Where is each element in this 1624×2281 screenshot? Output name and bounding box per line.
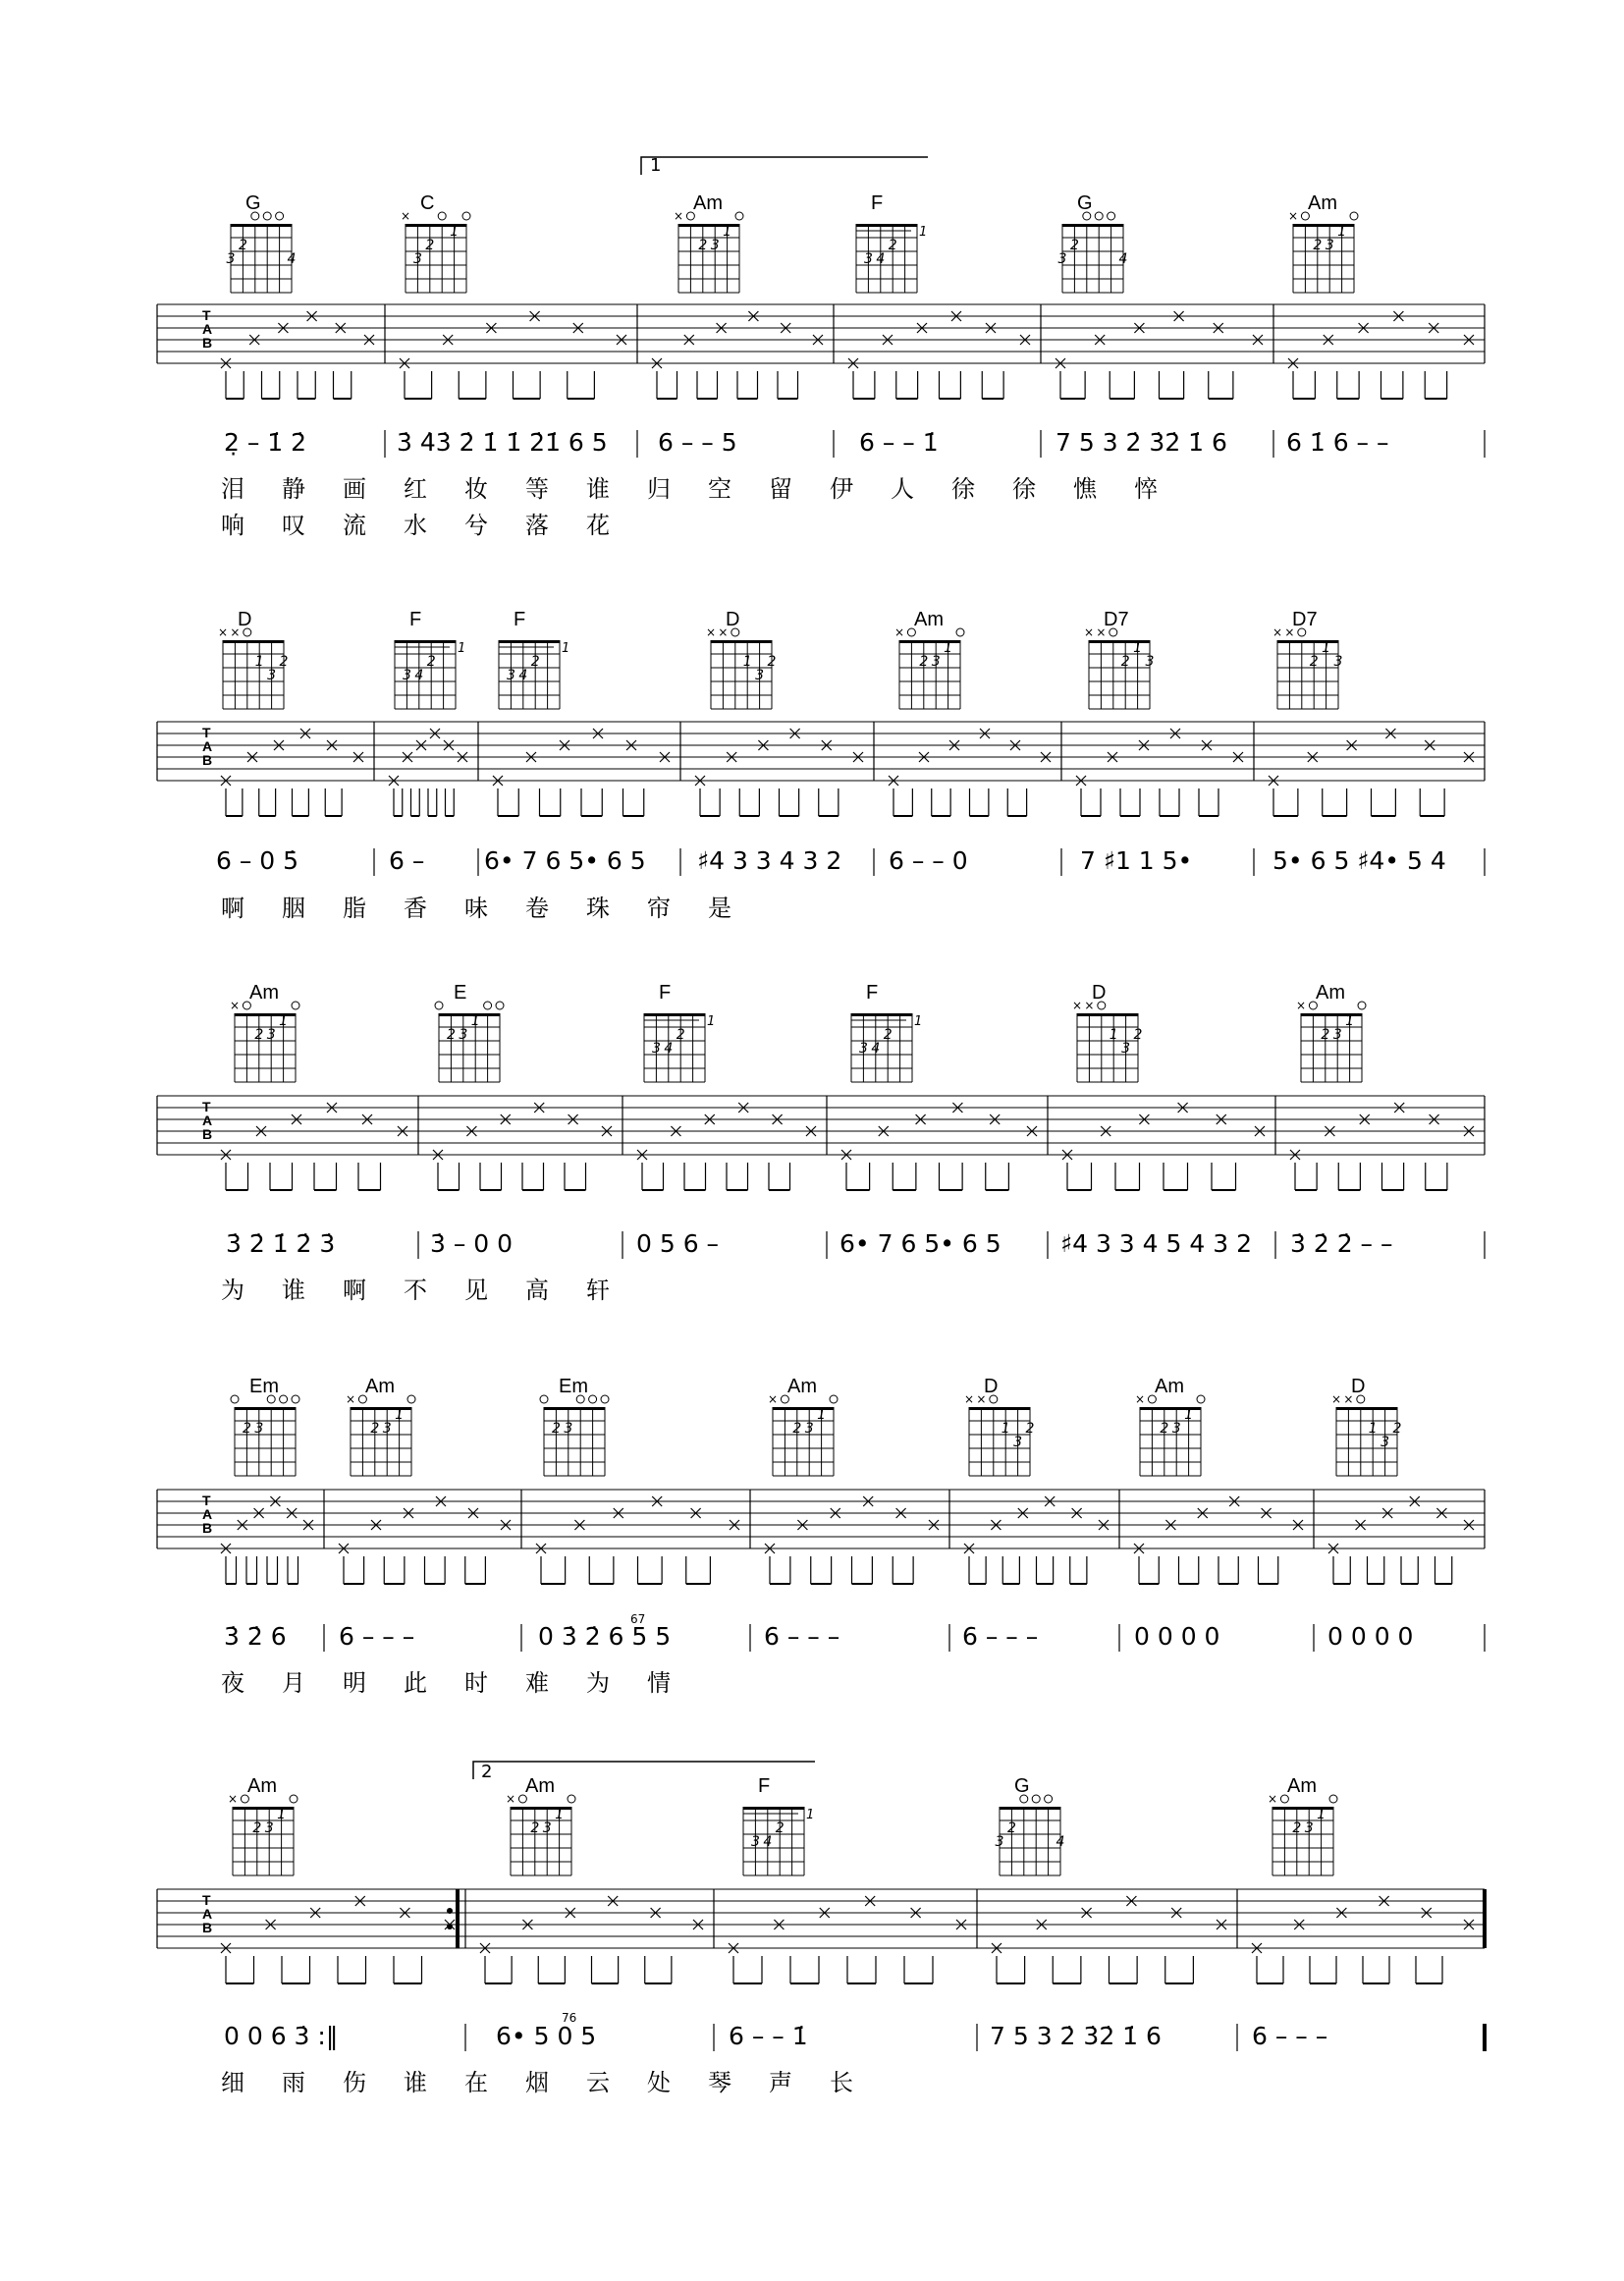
chord-diagram-f: [856, 224, 927, 293]
svg-text:3: 3: [226, 251, 236, 267]
chord-diagram-em: [540, 1395, 609, 1476]
notation-measure: 6• 5 0 5: [496, 2022, 597, 2050]
lyric-char: 水: [404, 512, 427, 539]
lyric-char: 情: [647, 1669, 671, 1697]
chord-name: F: [659, 982, 672, 1004]
lyric-char: 留: [769, 475, 792, 503]
lyric-char: 画: [343, 475, 366, 503]
svg-text:2: 2: [676, 1027, 685, 1043]
lyric-char: 叹: [282, 512, 305, 539]
chord-diagram-f: [499, 640, 569, 709]
svg-text:1: 1: [470, 1013, 480, 1029]
svg-text:3: 3: [1380, 1435, 1390, 1450]
chord-diagram-am: [230, 999, 299, 1082]
volta-1-label: 1: [650, 155, 662, 176]
lyric-char: 悴: [1134, 475, 1158, 503]
svg-text:2: 2: [254, 1027, 264, 1043]
notation-measure: ♯4 3 3 4 5 4 3 2: [1060, 1229, 1252, 1258]
notation-measure: 0 5 6 –: [636, 1229, 720, 1258]
chord-name: Am: [365, 1376, 395, 1397]
svg-text:3: 3: [931, 654, 941, 670]
svg-text:3: 3: [710, 238, 720, 253]
svg-text:×: ×: [1287, 209, 1299, 223]
svg-text:2: 2: [242, 1421, 251, 1437]
lyric-char: 明: [343, 1669, 366, 1697]
chord-diagram-d: [1072, 999, 1143, 1082]
svg-text:1: 1: [944, 640, 953, 656]
svg-text:3: 3: [863, 251, 873, 267]
svg-text:×: ×: [400, 209, 411, 223]
svg-text:3: 3: [1325, 238, 1334, 253]
lyric-char: 红: [404, 475, 427, 503]
svg-text:2: 2: [1069, 238, 1079, 253]
svg-text:3: 3: [1145, 654, 1155, 670]
tab-clef-letter: A: [202, 1506, 213, 1522]
svg-text:2: 2: [238, 238, 247, 253]
svg-text:3: 3: [506, 668, 515, 683]
svg-text:2: 2: [1292, 1820, 1302, 1836]
svg-text:3: 3: [1121, 1041, 1131, 1057]
notation-measure: ♯4 3 3 4 3 2: [697, 846, 842, 875]
svg-text:1: 1: [919, 225, 928, 240]
lyric-char: 伤: [343, 2069, 366, 2096]
svg-text:×: ×: [1084, 999, 1095, 1012]
svg-text:1: 1: [279, 1013, 289, 1029]
chord-diagram-g: [227, 212, 297, 293]
chord-diagram-em: [231, 1395, 299, 1476]
tab-clef-letter: T: [202, 1892, 211, 1908]
lyric-char: 此: [404, 1669, 427, 1697]
chord-name: D: [726, 609, 740, 630]
chord-name: F: [758, 1775, 771, 1797]
lyric-char: 徐: [951, 475, 975, 503]
svg-text:1: 1: [817, 1407, 827, 1423]
svg-text:3: 3: [264, 1820, 274, 1836]
notation-measure: 6 – – –: [339, 1622, 415, 1651]
chord-diagram-d: [964, 1392, 1035, 1476]
svg-text:1: 1: [742, 654, 752, 670]
notation-measure: 6 – – 1̇: [729, 2022, 808, 2050]
lyric-char: 泪: [221, 475, 244, 503]
lyric-char: 月: [282, 1669, 305, 1697]
chord-name: Am: [1308, 192, 1337, 214]
svg-text:2: 2: [919, 654, 929, 670]
lyric-char: 长: [830, 2069, 853, 2096]
lyric-char: 香: [404, 895, 427, 922]
chord-name: D: [1092, 982, 1107, 1004]
svg-text:1: 1: [707, 1014, 716, 1029]
chord-diagram-f: [395, 640, 465, 709]
chord-name: Am: [693, 192, 723, 214]
notation-measure: 3̇ 2̇ 1̇ 2̇ 3̇: [226, 1229, 336, 1258]
lyric-char: 脂: [343, 895, 366, 922]
svg-text:×: ×: [1272, 625, 1283, 639]
svg-text:1: 1: [395, 1407, 405, 1423]
svg-text:×: ×: [673, 209, 684, 223]
lyric-char: 卷: [525, 895, 549, 922]
svg-text:3: 3: [382, 1421, 392, 1437]
svg-text:×: ×: [1330, 1392, 1342, 1406]
lyric-char: 人: [891, 475, 914, 503]
svg-text:3: 3: [254, 1421, 264, 1437]
svg-text:2: 2: [883, 1027, 893, 1043]
lyric-char: 处: [647, 2069, 671, 2096]
svg-text:2: 2: [698, 238, 708, 253]
lyric-char: 花: [586, 512, 610, 539]
chord-diagram-am: [1288, 209, 1358, 293]
chord-name: D7: [1292, 609, 1318, 630]
svg-text:3: 3: [858, 1041, 868, 1057]
chord-name: D: [1351, 1376, 1366, 1397]
svg-text:1: 1: [1184, 1407, 1194, 1423]
svg-text:×: ×: [1284, 625, 1295, 639]
tab-clef-letter: A: [202, 321, 213, 337]
svg-text:3: 3: [750, 1834, 760, 1850]
svg-text:2: 2: [279, 654, 289, 670]
chord-diagram-d7: [1272, 625, 1342, 709]
svg-text:3: 3: [1171, 1421, 1181, 1437]
chord-name: D: [238, 609, 252, 630]
lyric-char: 为: [221, 1276, 244, 1304]
svg-text:3: 3: [459, 1027, 468, 1043]
notation-measure: 3̇ 4̇3̇ 2̇ 1̇ 1̇ 2̇1̇ 6 5: [397, 428, 608, 457]
tab-staves: [157, 304, 1485, 2051]
chord-name: C: [420, 192, 435, 214]
chord-name: Em: [559, 1376, 588, 1397]
notation-measure: 2̣ – 1̇ 2̇: [224, 428, 307, 457]
notation-measure: 0 0 0 0: [1134, 1622, 1220, 1651]
chord-name: Em: [249, 1376, 279, 1397]
lyric-char: 谁: [586, 475, 610, 503]
lyric-char: 憔: [1073, 475, 1097, 503]
lyric-char: 落: [525, 512, 549, 539]
svg-text:3: 3: [1332, 1027, 1342, 1043]
notation-measure: 0 0 0 0: [1327, 1622, 1414, 1651]
svg-text:2: 2: [446, 1027, 456, 1043]
svg-text:3: 3: [542, 1820, 552, 1836]
lyric-char: 等: [525, 475, 549, 503]
svg-text:4: 4: [876, 251, 886, 267]
tab-clef-letter: B: [202, 1126, 213, 1142]
svg-text:×: ×: [1083, 625, 1095, 639]
chord-diagram-am: [346, 1392, 415, 1476]
svg-text:×: ×: [893, 625, 905, 639]
svg-text:2: 2: [767, 654, 777, 670]
chord-name: Am: [525, 1775, 555, 1797]
chord-name: G: [1014, 1775, 1030, 1797]
svg-text:2: 2: [888, 238, 897, 253]
svg-text:4: 4: [518, 668, 528, 683]
lyric-char: 归: [647, 475, 671, 503]
notation-measure: 7 5 3 2̇ 3̇2̇ 1̇ 6: [1056, 428, 1227, 457]
lyric-char: 难: [525, 1669, 549, 1697]
lyric-char: 响: [221, 512, 244, 539]
chord-diagram-am: [228, 1792, 298, 1875]
lyric-char: 啊: [221, 895, 244, 922]
chord-name: Am: [1155, 1376, 1184, 1397]
svg-text:2: 2: [1120, 654, 1130, 670]
svg-text:3: 3: [412, 251, 422, 267]
svg-text:2: 2: [775, 1820, 785, 1836]
svg-text:2: 2: [530, 654, 540, 670]
svg-text:2: 2: [252, 1820, 262, 1836]
svg-text:2: 2: [530, 1820, 540, 1836]
lyric-char: 帘: [647, 895, 671, 922]
lyric-char: 妆: [464, 475, 488, 503]
notation-measure: 7 ♯1 1 5•: [1080, 846, 1193, 875]
lyric-char: 高: [525, 1276, 549, 1304]
svg-text:2: 2: [1392, 1421, 1402, 1437]
notation-measure: 3̇ 2̇ 6: [224, 1622, 287, 1651]
svg-text:4: 4: [1118, 251, 1128, 267]
notation-measure: 0 0 6 3̇ :‖: [224, 2022, 339, 2050]
chord-name: Am: [1287, 1775, 1317, 1797]
chord-diagram-f: [743, 1807, 814, 1875]
lyric-char: 在: [464, 2069, 488, 2096]
notation-measure: 6 – – –: [1252, 2022, 1328, 2050]
svg-text:×: ×: [1134, 1392, 1146, 1406]
lyric-char: 徐: [1012, 475, 1036, 503]
volta-2-label: 2: [481, 1762, 493, 1782]
lyric-char: 细: [221, 2069, 244, 2096]
tab-clef-letter: A: [202, 738, 213, 754]
repeat-sign: [447, 1889, 458, 1948]
svg-text:×: ×: [1267, 1792, 1278, 1806]
chord-diagram-am: [674, 209, 743, 293]
svg-text:3: 3: [1057, 251, 1067, 267]
svg-text:2: 2: [1133, 1027, 1143, 1043]
svg-text:1: 1: [1368, 1421, 1378, 1437]
svg-text:×: ×: [1343, 1392, 1354, 1406]
lyric-char: 味: [464, 895, 488, 922]
notation-measure: 7 5 3 2̇ 3̇2̇ 1̇ 6: [990, 2022, 1162, 2050]
svg-text:×: ×: [227, 1792, 239, 1806]
svg-text:3: 3: [564, 1421, 573, 1437]
svg-text:3: 3: [651, 1041, 661, 1057]
chord-diagram-d: [1331, 1392, 1402, 1476]
chord-name: F: [871, 192, 884, 214]
lyric-char: 静: [282, 475, 305, 503]
chord-diagram-am: [1296, 999, 1366, 1082]
svg-text:×: ×: [505, 1792, 516, 1806]
notation-measure: 6 – – –: [962, 1622, 1039, 1651]
svg-text:1: 1: [1337, 224, 1347, 240]
chord-name: Am: [787, 1376, 817, 1397]
svg-text:2: 2: [1321, 1027, 1330, 1043]
svg-text:4: 4: [287, 251, 297, 267]
svg-text:2: 2: [792, 1421, 802, 1437]
chord-diagram-am: [768, 1392, 838, 1476]
svg-text:3: 3: [1013, 1435, 1023, 1450]
chord-name: D: [984, 1376, 999, 1397]
lyric-char: 流: [343, 512, 366, 539]
notation-measure: 6 – 0 5̇: [216, 846, 299, 875]
notation-measure: 6 – – 5: [658, 428, 737, 457]
tab-clef-letter: T: [202, 1493, 211, 1508]
svg-text:1: 1: [1322, 640, 1331, 656]
svg-text:×: ×: [1096, 625, 1107, 639]
lyric-char: 是: [708, 895, 731, 922]
svg-text:1: 1: [806, 1808, 815, 1822]
chord-diagram-g: [996, 1795, 1065, 1875]
chord-name: F: [514, 609, 526, 630]
tab-clef-letter: T: [202, 725, 211, 740]
notation-measure: 0 3̇ 2̇ 6 5 5: [538, 1622, 672, 1651]
tab-clef-letter: A: [202, 1906, 213, 1922]
svg-text:×: ×: [705, 625, 717, 639]
chord-diagram-am: [506, 1792, 575, 1875]
svg-text:×: ×: [230, 625, 241, 639]
tab-clef-letter: B: [202, 752, 213, 768]
lyric-char: 雨: [282, 2069, 305, 2096]
chord-diagram-g: [1058, 212, 1128, 293]
svg-text:2: 2: [370, 1421, 380, 1437]
chord-diagram-d7: [1084, 625, 1154, 709]
svg-text:3: 3: [267, 668, 277, 683]
chord-name: Am: [914, 609, 944, 630]
svg-text:1: 1: [562, 641, 570, 656]
chord-name: Am: [249, 982, 279, 1004]
lyric-char: 烟: [525, 2069, 549, 2096]
svg-text:2: 2: [425, 238, 435, 253]
svg-text:×: ×: [963, 1392, 975, 1406]
chord-diagram-d: [218, 625, 289, 709]
svg-text:2: 2: [1309, 654, 1319, 670]
chord-name: F: [866, 982, 879, 1004]
chord-name: D7: [1104, 609, 1129, 630]
lyric-char: 兮: [464, 512, 488, 539]
svg-text:1: 1: [723, 224, 732, 240]
svg-text:1: 1: [254, 654, 264, 670]
svg-text:1: 1: [1317, 1807, 1326, 1822]
svg-text:1: 1: [277, 1807, 287, 1822]
svg-text:2: 2: [551, 1421, 561, 1437]
chord-diagram-f: [644, 1013, 715, 1082]
lyric-char: 不: [404, 1276, 427, 1304]
chord-name: E: [454, 982, 467, 1004]
notation-measure: 6 – – –: [764, 1622, 840, 1651]
lyric-char: 胭: [282, 895, 305, 922]
svg-text:2: 2: [1160, 1421, 1169, 1437]
chord-name: F: [409, 609, 422, 630]
volta-bracket-1: [641, 157, 928, 175]
svg-text:2: 2: [426, 654, 436, 670]
svg-text:1: 1: [914, 1014, 923, 1029]
lyric-char: 啊: [343, 1276, 366, 1304]
svg-text:1: 1: [458, 641, 466, 656]
tab-clef-letter: T: [202, 307, 211, 323]
tab-clef-letter: B: [202, 335, 213, 351]
lyric-char: 轩: [586, 1276, 610, 1304]
notation-measure: 6 – – 1̇: [859, 428, 939, 457]
tab-clef-letter: B: [202, 1920, 213, 1935]
lyric-char: 伊: [830, 475, 853, 503]
svg-text:1: 1: [450, 224, 460, 240]
svg-text:3: 3: [1333, 654, 1343, 670]
svg-text:3: 3: [804, 1421, 814, 1437]
svg-text:×: ×: [1295, 999, 1307, 1012]
lyric-char: 琴: [708, 2069, 731, 2096]
chord-diagram-am: [894, 625, 964, 709]
svg-text:2: 2: [1025, 1421, 1035, 1437]
tab-clef-letter: T: [202, 1099, 211, 1114]
chord-diagram-c: [401, 209, 470, 293]
svg-text:2: 2: [1313, 238, 1323, 253]
notation-measure: 3̇ – 0 0: [430, 1229, 514, 1258]
lyric-char: 珠: [586, 895, 610, 922]
svg-text:4: 4: [871, 1041, 881, 1057]
lyric-char: 声: [769, 2069, 792, 2096]
svg-text:×: ×: [976, 1392, 987, 1406]
lyric-char: 谁: [282, 1276, 305, 1304]
svg-text:1: 1: [1109, 1027, 1118, 1043]
lyric-char: 见: [464, 1276, 488, 1304]
svg-text:4: 4: [414, 668, 424, 683]
chord-diagram-e: [435, 1002, 504, 1082]
chord-diagram-f: [851, 1013, 922, 1082]
grace-note-76: 76: [562, 2011, 577, 2025]
svg-text:3: 3: [995, 1834, 1004, 1850]
notation-measure: 6 1̇ 6 – –: [1286, 428, 1389, 457]
svg-text:3: 3: [755, 668, 765, 683]
svg-text:×: ×: [345, 1392, 356, 1406]
chord-name: Am: [1316, 982, 1345, 1004]
lyric-char: 夜: [221, 1669, 244, 1697]
svg-text:1: 1: [1133, 640, 1143, 656]
chord-diagram-am: [1135, 1392, 1205, 1476]
svg-text:×: ×: [767, 1392, 779, 1406]
svg-text:4: 4: [1056, 1834, 1065, 1850]
chord-name: G: [1077, 192, 1093, 214]
tab-clef-letter: B: [202, 1520, 213, 1536]
grace-note-67: 67: [630, 1612, 646, 1626]
notation-measure: 5• 6 5 ♯4• 5 4: [1272, 846, 1446, 875]
svg-text:×: ×: [718, 625, 729, 639]
notation-measure: 6• 7 6 5• 6 5: [839, 1229, 1001, 1258]
svg-text:1: 1: [555, 1807, 565, 1822]
chord-name: G: [245, 192, 261, 214]
svg-text:3: 3: [266, 1027, 276, 1043]
svg-text:3: 3: [402, 668, 411, 683]
svg-text:4: 4: [763, 1834, 773, 1850]
tab-staff: [157, 1096, 1485, 1259]
lyric-char: 云: [586, 2069, 610, 2096]
notation-measure: 3̇ 2̇ 2̇ – –: [1290, 1229, 1393, 1258]
lyric-char: 谁: [404, 2069, 427, 2096]
lyric-char: 时: [464, 1669, 488, 1697]
svg-text:×: ×: [217, 625, 229, 639]
notation-measure: 6• 7 6 5• 6 5: [484, 846, 646, 875]
chord-diagram-am: [1268, 1792, 1337, 1875]
lyric-char: 空: [708, 475, 731, 503]
chord-diagram-d: [706, 625, 777, 709]
notation-measure: 6 –: [389, 846, 425, 875]
chord-name: Am: [247, 1775, 277, 1797]
notation-measure: 6 – – 0: [889, 846, 968, 875]
svg-text:4: 4: [664, 1041, 674, 1057]
svg-text:3: 3: [1304, 1820, 1314, 1836]
svg-text:×: ×: [1071, 999, 1083, 1012]
svg-text:2: 2: [1006, 1820, 1016, 1836]
svg-text:×: ×: [229, 999, 241, 1012]
lyric-char: 为: [586, 1669, 610, 1697]
svg-text:1: 1: [1345, 1013, 1355, 1029]
svg-text:1: 1: [1001, 1421, 1010, 1437]
tab-clef-letter: A: [202, 1113, 213, 1128]
